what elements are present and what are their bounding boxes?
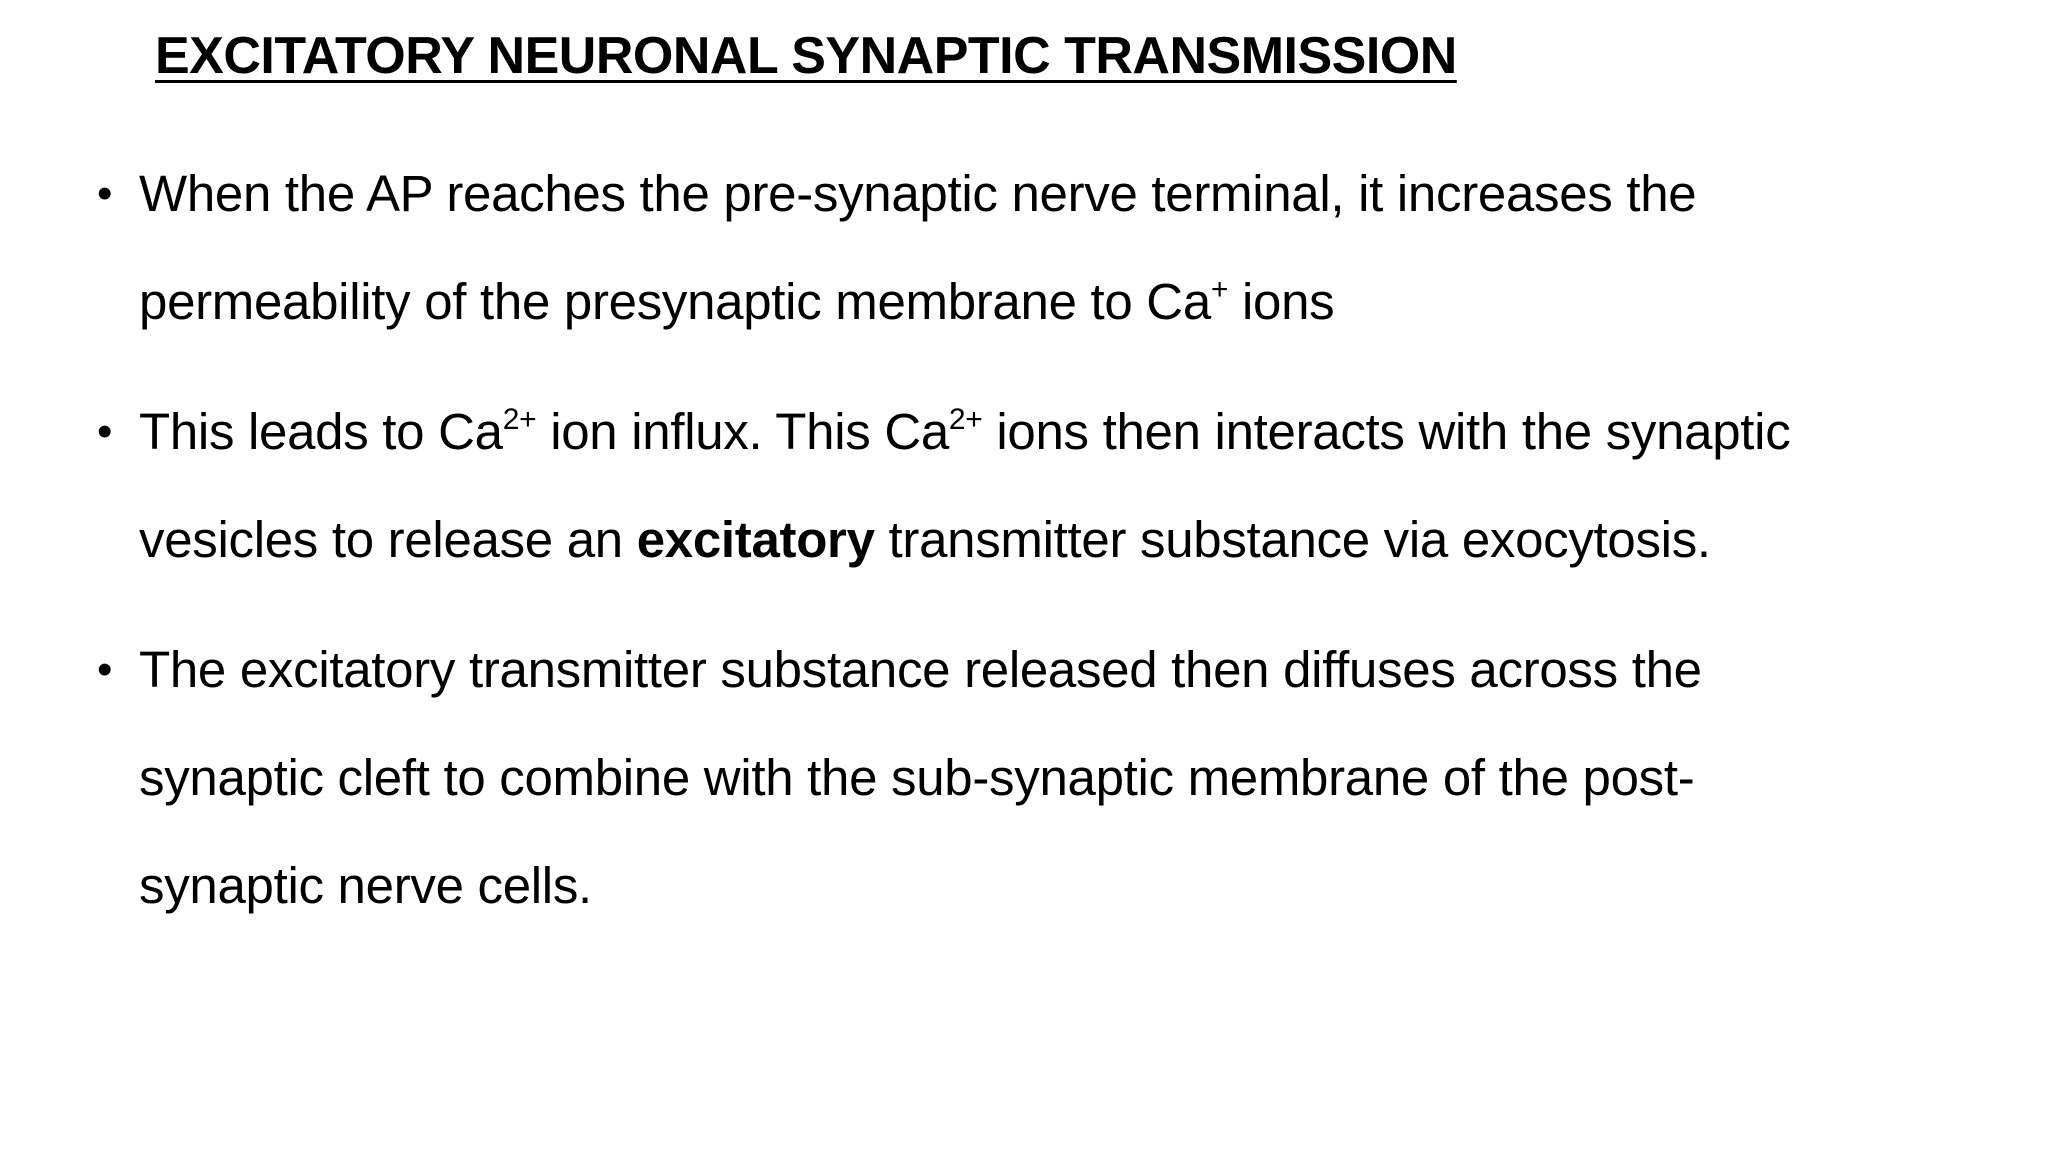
bullet-2-text-3: ions then interacts with the synaptic (982, 403, 1791, 460)
bullet-1-text-3: ions (1228, 273, 1335, 330)
bold-emphasis: excitatory (636, 511, 875, 568)
bullet-2-text-4: vesicles to release an (139, 511, 637, 568)
bullet-2-line-1 (139, 378, 1997, 486)
superscript-charge: 2+ (502, 403, 537, 436)
bullet-2-text-1: This leads to Ca (139, 403, 503, 460)
superscript-charge: + (1210, 273, 1229, 306)
bullet-1-line-1 (139, 140, 1997, 248)
bullet-1-text-2: permeability of the presynaptic membrane to Ca (139, 273, 1211, 330)
superscript-charge: 2+ (948, 403, 983, 436)
bullet-1-line-2 (139, 248, 1997, 356)
bullet-2-text-2: ion influx. This Ca (536, 403, 949, 460)
bullet-2-text-5: transmitter substance via exocytosis. (874, 511, 1711, 568)
bullet-1-text-1: When the AP reaches the pre-synaptic nerve terminal, it increases the (139, 165, 1697, 222)
bullet-icon: • (97, 169, 113, 218)
bullet-3-line-2: synaptic cleft to combine with the sub-synaptic membrane of the post- (139, 749, 1695, 806)
bullet-item-1 (97, 140, 1997, 356)
bullet-3-line-1: The excitatory transmitter substance released then diffuses across the (139, 641, 1702, 698)
bullet-3-line-3: synaptic nerve cells. (139, 857, 592, 914)
slide-title: EXCITATORY NEURONAL SYNAPTIC TRANSMISSION (155, 27, 1457, 85)
bullet-item-3 (97, 616, 1997, 940)
bullet-icon: • (97, 645, 113, 694)
bullet-2-line-2 (139, 486, 1997, 594)
bullet-icon: • (97, 407, 113, 456)
bullet-list (97, 140, 1997, 962)
bullet-item-2 (97, 378, 1997, 594)
